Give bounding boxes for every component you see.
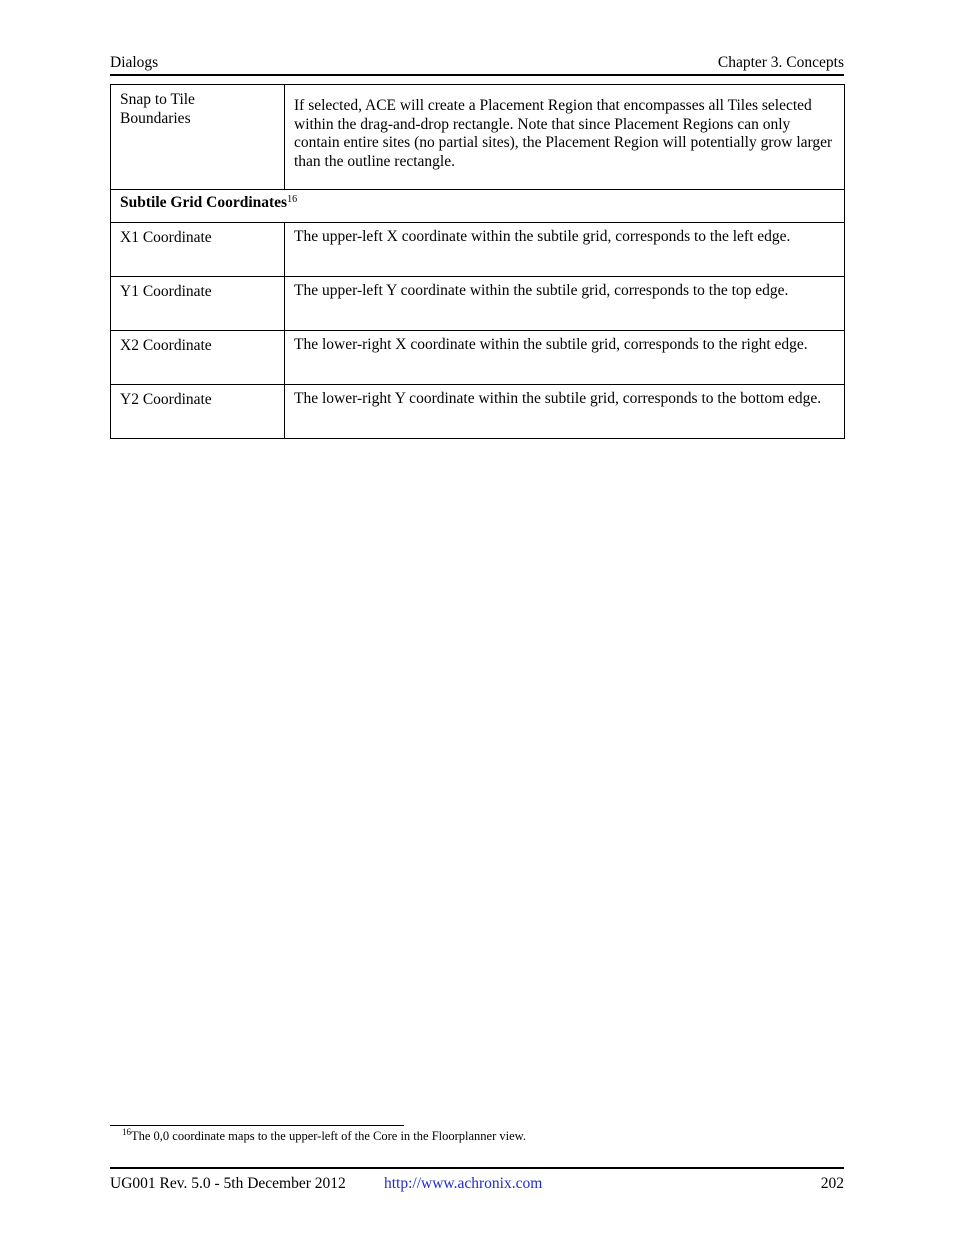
option-description: The upper-left X coordinate within the subtile grid, corresponds to the left edge. [285,223,845,277]
footnote-mark: 16 [122,1127,131,1137]
footnote-reference[interactable]: 16 [287,194,298,205]
table-row-snap-to-tile [111,85,845,190]
page-footer [110,1167,844,1195]
option-label: Y2 Coordinate [111,385,285,439]
option-label: Y1 Coordinate [111,277,285,331]
table-row [111,331,845,385]
table-row [111,223,845,277]
option-description: The upper-left Y coordinate within the subtile grid, corresponds to the top edge. [285,277,845,331]
table-row [111,385,845,439]
document-revision: UG001 Rev. 5.0 - 5th December 2012 [110,1175,346,1192]
option-description: The lower-right Y coordinate within the subtile grid, corresponds to the bottom edge. [285,385,845,439]
option-description: The lower-right X coordinate within the subtile grid, corresponds to the right edge. [285,331,845,385]
footnote-divider [110,1125,404,1126]
website-link[interactable]: http://www.achronix.com [384,1175,543,1192]
footnote-text: The 0,0 coordinate maps to the upper-left of the Core in the Floorplanner view. [131,1129,527,1143]
option-description: If selected, ACE will create a Placement Region that encompasses all Tiles selected within the drag-and-drop rectangle. Note that since Placement Regions can only contain entire sites (no partial sites), the Placement Region will potentially grow larger than the outline rectangle. [285,85,845,190]
option-label: Snap to Tile Boundaries [111,85,285,190]
section-title-cell [111,190,845,223]
header-chapter-title: Chapter 3. Concepts [717,54,844,71]
option-label: X2 Coordinate [111,331,285,385]
table-section-header [111,190,845,223]
header-section-title: Dialogs [110,54,159,71]
options-table [110,84,845,439]
page-number: 202 [820,1175,844,1192]
option-label: X1 Coordinate [111,223,285,277]
section-title: Subtile Grid Coordinates [120,194,288,211]
table-row [111,277,845,331]
footnote [122,1129,526,1144]
page-header [110,54,844,76]
